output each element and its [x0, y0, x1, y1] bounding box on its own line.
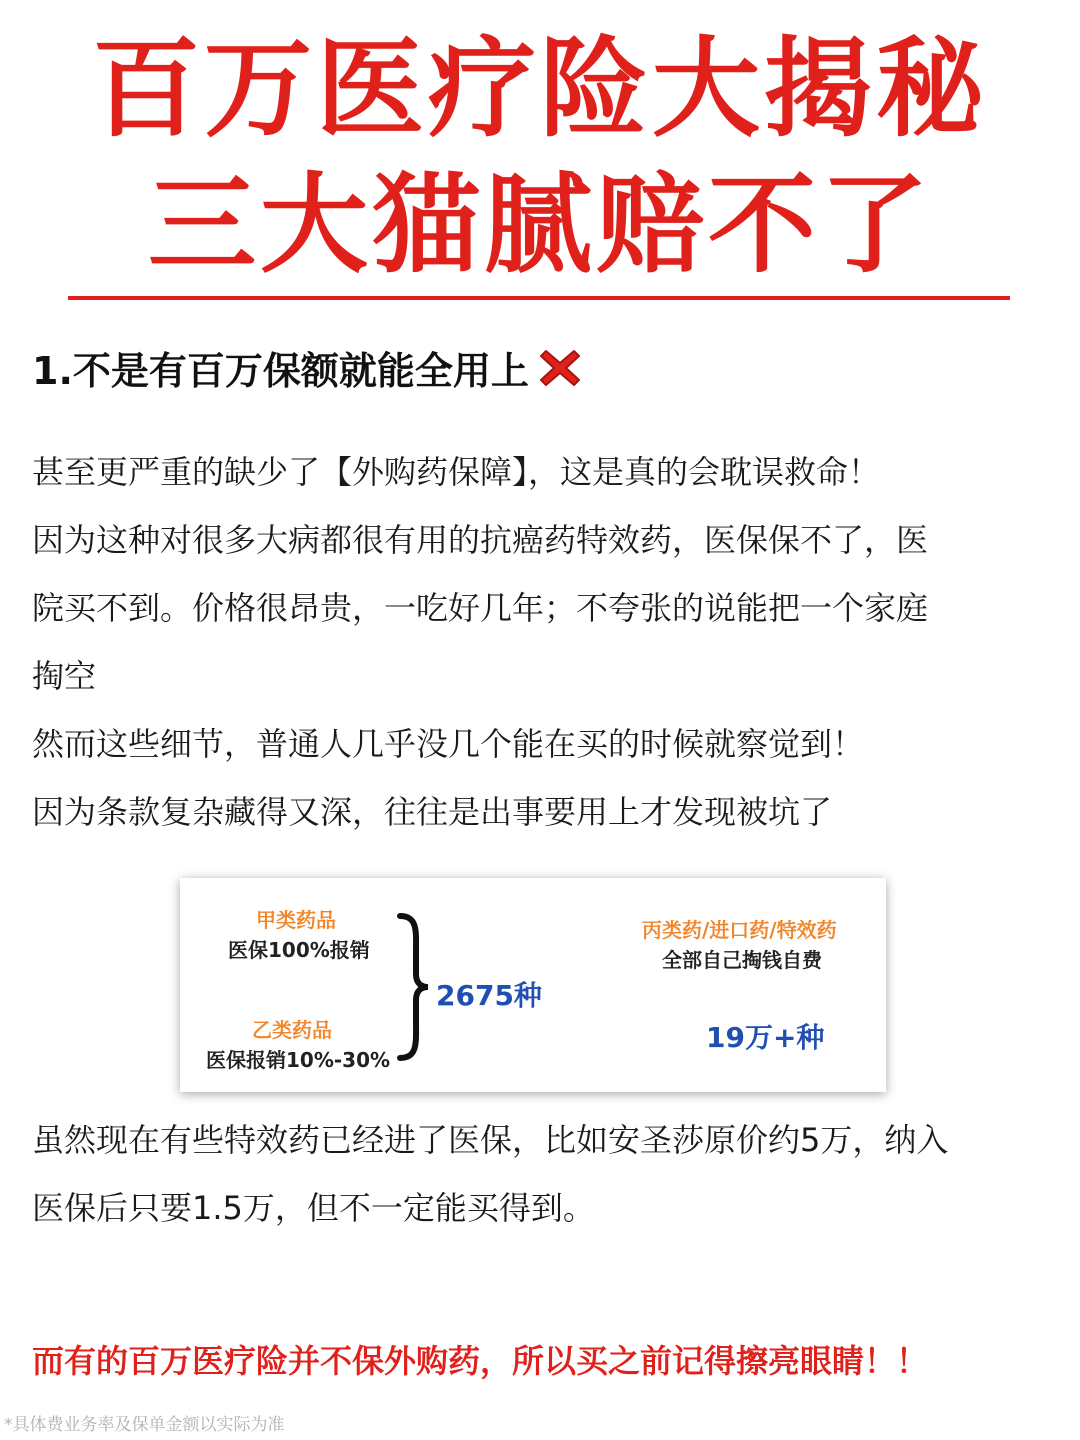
- class-b-label: 乙类药品: [252, 1018, 332, 1042]
- text-line: 因为这种对很多大病都很有用的抗癌药特效药，医保保不了，医: [32, 521, 929, 559]
- curly-brace-icon: [396, 912, 432, 1062]
- uncovered-count: 19万+种: [706, 1021, 825, 1054]
- text-line: 虽然现在有些特效药已经进了医保，比如安圣莎原价约5万，纳入: [32, 1121, 949, 1159]
- main-title-line2: 三大猫腻赔不了: [147, 163, 932, 288]
- intro-paragraph: [32, 438, 1042, 846]
- class-a-label: 甲类药品: [256, 908, 336, 932]
- section-heading: [32, 340, 583, 395]
- class-c-desc: 全部自己掏钱自费: [662, 948, 822, 972]
- text-line: 医保后只要1.5万，但不一定能买得到。: [32, 1189, 595, 1227]
- drug-category-card: [180, 878, 886, 1092]
- text-line: 因为条款复杂藏得又深，往往是出事要用上才发现被坑了: [32, 793, 833, 831]
- text-line: 甚至更严重的缺少了【外购药保障】，这是真的会耽误救命！: [32, 453, 881, 491]
- class-c-label: 丙类药/进口药/特效药: [642, 918, 837, 942]
- footnote: *具体费业务率及保单金额以实际为准: [4, 1415, 285, 1435]
- main-title-line1: 百万医疗险大揭秘: [91, 27, 988, 152]
- red-x-icon: [537, 345, 583, 391]
- section-heading-text: 1.不是有百万保额就能全用上: [32, 349, 529, 393]
- text-line: 院买不到。价格很昂贵，一吃好几年；不夸张的说能把一个家庭: [32, 589, 929, 627]
- warning-text: 而有的百万医疗险并不保外购药，所以买之前记得擦亮眼睛！！: [32, 1342, 929, 1380]
- class-a-desc: 医保100%报销: [228, 938, 370, 962]
- text-line: 掏空: [32, 657, 97, 695]
- covered-count: 2675种: [436, 979, 542, 1012]
- title-divider: [68, 296, 1010, 300]
- class-b-desc: 医保报销10%-30%: [206, 1048, 391, 1072]
- text-line: 然而这些细节，普通人几乎没几个能在买的时候就察觉到！: [32, 725, 865, 763]
- example-paragraph: [32, 1106, 1042, 1242]
